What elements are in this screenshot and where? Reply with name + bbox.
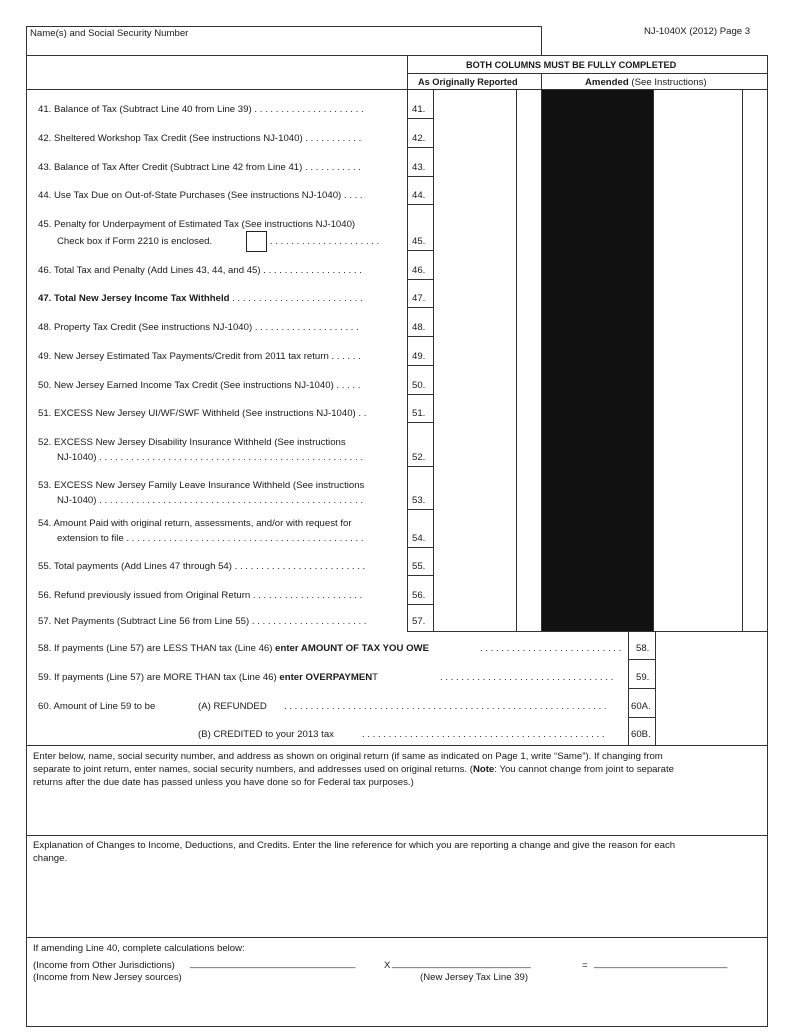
line-56-original-input[interactable]	[434, 583, 516, 603]
calc-title: If amending Line 40, complete calculations below:	[33, 943, 245, 954]
line-57-original-input[interactable]	[434, 609, 516, 629]
both-columns-banner: BOTH COLUMNS MUST BE FULLY COMPLETED	[466, 60, 677, 70]
rule	[407, 575, 433, 576]
line-44-original-input[interactable]	[434, 183, 516, 203]
rule	[767, 55, 768, 1026]
line-51-num: 51.	[412, 408, 426, 419]
line-46-label: 46. Total Tax and Penalty (Add Lines 43, 44, and 45) . . . . . . . . . . . . . . . . . . .	[38, 265, 362, 276]
line-41-label: 41. Balance of Tax (Subtract Line 40 from Line 39) . . . . . . . . . . . . . . . . . . . . .	[38, 104, 364, 115]
line-44-label: 44. Use Tax Due on Out-of-State Purchases (See instructions NJ-1040) . . . .	[38, 190, 363, 201]
rule	[407, 307, 433, 308]
line-45-num: 45.	[412, 236, 426, 247]
rule	[653, 89, 654, 631]
line-46-original-input[interactable]	[434, 258, 516, 278]
calc-nj-sources-label: (Income from New Jersey sources)	[33, 972, 182, 983]
line-52-label: 52. EXCESS New Jersey Disability Insurance Withheld (See instructions	[38, 437, 346, 448]
rule	[407, 509, 433, 510]
line-58-pre: 58. If payments (Line 57) are LESS THAN tax (Line 46)	[38, 643, 276, 654]
rule	[26, 745, 768, 746]
line-60b-input[interactable]	[656, 722, 766, 742]
line-46-num: 46.	[412, 265, 426, 276]
line-50-original-input[interactable]	[434, 373, 516, 393]
rule	[26, 55, 768, 56]
explanation-instructions-1: Explanation of Changes to Income, Deductions, and Credits. Enter the line reference for which you are reporting a change and give the reason for each	[33, 840, 676, 851]
calc-blank-1[interactable]: _______________________________	[190, 958, 356, 969]
calc-blank-2[interactable]: __________________________	[392, 958, 531, 969]
line-47-label	[38, 293, 363, 305]
rule	[407, 279, 433, 280]
rule	[628, 717, 655, 718]
instr-2a: separate to joint return, enter names, social security numbers, and addresses used on original returns. (	[33, 764, 473, 775]
rule	[407, 55, 408, 631]
names-ssn-field[interactable]	[27, 40, 541, 54]
rule	[628, 659, 655, 660]
rule	[26, 835, 768, 836]
line-45-check-label: Check box if Form 2210 is enclosed.	[57, 236, 213, 247]
line-59-label	[38, 672, 378, 684]
amended-label: Amended	[585, 77, 629, 88]
col-amended-heading	[585, 77, 707, 89]
line-60a-input[interactable]	[656, 694, 766, 714]
line-53-original-input[interactable]	[434, 488, 516, 508]
rule	[407, 147, 433, 148]
line-41-num: 41.	[412, 104, 426, 115]
line-50-num: 50.	[412, 380, 426, 391]
rule	[26, 1026, 768, 1027]
calc-nj-tax-label: (New Jersey Tax Line 39)	[420, 972, 529, 983]
line-58-bold: enter AMOUNT OF TAX YOU OWE	[275, 643, 429, 654]
original-return-instructions-3: returns after the due date has passed unless you have done so for Federal tax purposes.)	[33, 777, 414, 788]
line-45-label: 45. Penalty for Underpayment of Estimated Tax (See instructions NJ-1040)	[38, 219, 356, 230]
explanation-instructions-2: change.	[33, 853, 68, 864]
rule	[742, 89, 743, 631]
calc-equals-sign: =	[582, 960, 588, 971]
line-60a-label: 60. Amount of Line 59 to be	[38, 701, 156, 712]
rule	[26, 89, 768, 90]
line-51-label: 51. EXCESS New Jersey UI/WF/SWF Withheld (See instructions NJ-1040) . .	[38, 408, 367, 419]
rule	[407, 422, 433, 423]
rule	[26, 937, 768, 938]
line-53-label-cont: NJ-1040) . . . . . . . . . . . . . . . . . . . . . . . . . . . . . . . . . . . . . . . . . . . . . . . . . .	[57, 495, 364, 506]
line-42-original-input[interactable]	[434, 126, 516, 146]
form-2210-checkbox[interactable]	[246, 231, 267, 252]
line-51-original-input[interactable]	[434, 401, 516, 421]
redacted-amended-column	[542, 90, 653, 631]
line-60a-dots: . . . . . . . . . . . . . . . . . . . . . . . . . . . . . . . . . . . . . . . . . . . . . . . . . . . . . . . . . . . . .	[284, 701, 607, 712]
line-47-num: 47.	[412, 293, 426, 304]
line-52-num: 52.	[412, 452, 426, 463]
line-43-num: 43.	[412, 162, 426, 173]
line-47-label-bold: 47. Total New Jersey Income Tax Withheld	[38, 293, 230, 304]
rule	[628, 688, 655, 689]
line-58-input[interactable]	[656, 636, 766, 656]
line-45-dots: . . . . . . . . . . . . . . . . . . . . .	[270, 236, 380, 247]
note-label: Note	[472, 764, 495, 775]
original-return-info-input[interactable]	[30, 792, 764, 832]
line-59-input[interactable]	[656, 665, 766, 685]
line-60b-credited: (B) CREDITED to your 2013 tax	[198, 729, 334, 740]
line-60b-num: 60B.	[631, 729, 651, 740]
line-49-label: 49. New Jersey Estimated Tax Payments/Credit from 2011 tax return . . . . . .	[38, 351, 361, 362]
rule	[407, 176, 433, 177]
line-60b-dots: . . . . . . . . . . . . . . . . . . . . . . . . . . . . . . . . . . . . . . . . . . . . . .	[362, 729, 605, 740]
line-42-num: 42.	[412, 133, 426, 144]
line-48-label: 48. Property Tax Credit (See instructions NJ-1040) . . . . . . . . . . . . . . . . . . . .	[38, 322, 359, 333]
amended-note: (See Instructions)	[631, 77, 707, 88]
rule	[407, 250, 433, 251]
line-47-original-input[interactable]	[434, 286, 516, 306]
line-49-original-input[interactable]	[434, 344, 516, 364]
rule	[407, 631, 768, 632]
line-57-num: 57.	[412, 616, 426, 627]
line-56-label: 56. Refund previously issued from Original Return . . . . . . . . . . . . . . . . . . . . .	[38, 590, 363, 601]
calc-blank-3[interactable]: _________________________	[594, 958, 728, 969]
line-50-label: 50. New Jersey Earned Income Tax Credit (See instructions NJ-1040) . . . . .	[38, 380, 361, 391]
line-58-label	[38, 643, 429, 655]
rule	[407, 204, 433, 205]
line-59-pre: 59. If payments (Line 57) are MORE THAN tax (Line 46)	[38, 672, 280, 683]
explanation-input[interactable]	[30, 868, 764, 934]
line-41-original-input[interactable]	[434, 97, 516, 117]
rule	[407, 118, 433, 119]
line-55-num: 55.	[412, 561, 426, 572]
line-59-num: 59.	[636, 672, 650, 683]
calc-times-sign: X	[384, 960, 391, 971]
line-54-original-input[interactable]	[434, 526, 516, 546]
instr-2b: : You cannot change from joint to separate	[494, 764, 675, 775]
rule	[407, 466, 433, 467]
line-57-label: 57. Net Payments (Subtract Line 56 from Line 55) . . . . . . . . . . . . . . . . . . . . . .	[38, 616, 367, 627]
line-49-num: 49.	[412, 351, 426, 362]
line-44-num: 44.	[412, 190, 426, 201]
names-label: Name(s) and Social Security Number	[30, 28, 189, 39]
line-58-dots: . . . . . . . . . . . . . . . . . . . . . . . . . . .	[480, 643, 622, 654]
line-52-original-input[interactable]	[434, 445, 516, 465]
form-page-label: NJ-1040X (2012) Page 3	[644, 26, 751, 37]
line-52-label-cont: NJ-1040) . . . . . . . . . . . . . . . . . . . . . . . . . . . . . . . . . . . . . . . . . . . . . . . . . .	[57, 452, 364, 463]
line-45-original-input[interactable]	[434, 229, 516, 249]
line-55-label: 55. Total payments (Add Lines 47 through 54) . . . . . . . . . . . . . . . . . . . . . . . . .	[38, 561, 366, 572]
line-59-dots: . . . . . . . . . . . . . . . . . . . . . . . . . . . . . . . . .	[440, 672, 614, 683]
rule	[26, 26, 27, 1026]
rule	[407, 394, 433, 395]
line-53-label: 53. EXCESS New Jersey Family Leave Insurance Withheld (See instructions	[38, 480, 365, 491]
line-47-dots: . . . . . . . . . . . . . . . . . . . . . . . . .	[229, 293, 363, 304]
rule	[516, 89, 517, 631]
line-59-bold: enter OVERPAYMEN	[279, 672, 373, 683]
original-return-instructions-1: Enter below, name, social security number, and address as shown on original return (if same as indicated on Page 1, write “Same”). If changing from	[33, 751, 663, 762]
rule	[407, 547, 433, 548]
line-58-num: 58.	[636, 643, 650, 654]
line-60a-refunded: (A) REFUNDED	[198, 701, 267, 712]
line-53-num: 53.	[412, 495, 426, 506]
line-43-label: 43. Balance of Tax After Credit (Subtract Line 42 from Line 41) . . . . . . . . . . .	[38, 162, 361, 173]
rule	[407, 73, 768, 74]
line-55-original-input[interactable]	[434, 554, 516, 574]
line-48-original-input[interactable]	[434, 315, 516, 335]
line-56-num: 56.	[412, 590, 426, 601]
line-48-num: 48.	[412, 322, 426, 333]
calc-other-jurisdictions-label: (Income from Other Jurisdictions)	[33, 960, 175, 971]
original-return-instructions-2	[33, 764, 674, 776]
line-60a-num: 60A.	[631, 701, 651, 712]
line-54-label: 54. Amount Paid with original return, assessments, and/or with request for	[38, 518, 352, 529]
line-59-tail: T	[372, 672, 379, 683]
line-54-label-cont: extension to file . . . . . . . . . . . . . . . . . . . . . . . . . . . . . . . . . . . . . . . . . . . . .	[57, 533, 364, 544]
line-54-num: 54.	[412, 533, 426, 544]
col-original-heading: As Originally Reported	[418, 77, 518, 87]
rule	[541, 26, 542, 55]
line-43-original-input[interactable]	[434, 155, 516, 175]
rule	[407, 336, 433, 337]
line-42-label: 42. Sheltered Workshop Tax Credit (See instructions NJ-1040) . . . . . . . . . . .	[38, 133, 362, 144]
rule	[407, 604, 433, 605]
rule	[26, 26, 542, 27]
rule	[407, 365, 433, 366]
